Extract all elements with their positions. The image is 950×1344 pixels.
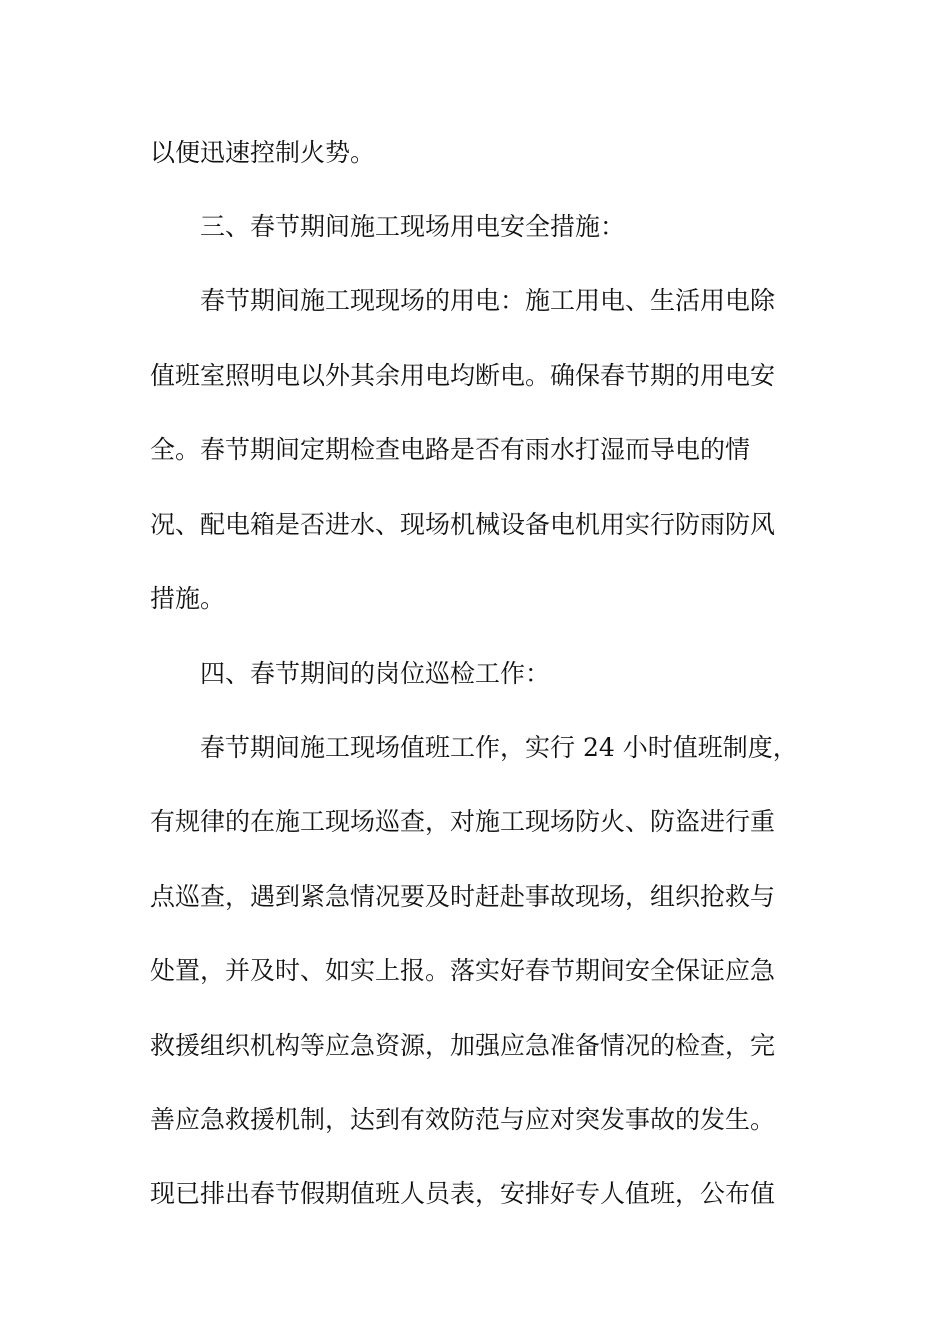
section-heading: 三、春节期间施工现场用电安全措施： [200,212,626,241]
text-line: 全。春节期间定期检查电路是否有雨水打湿而导电的情 [150,435,751,464]
text-line: 处置，并及时、如实上报。落实好春节期间安全保证应急 [150,956,776,985]
text-line: 善应急救援机制，达到有效防范与应对突发事故的发生。 [150,1105,776,1134]
text-line: 况、配电箱是否进水、现场机械设备电机用实行防雨防风 [150,510,776,539]
text-line: 有规律的在施工现场巡查，对施工现场防火、防盗进行重 [150,807,776,836]
text-line: 春节期间施工现现场的用电：施工用电、生活用电除 [200,286,776,315]
text-line: 春节期间施工现场值班工作，实行 24 小时值班制度， [200,733,798,762]
text-line: 救援组织机构等应急资源，加强应急准备情况的检查，完 [150,1031,776,1060]
section-heading: 四、春节期间的岗位巡检工作： [200,659,551,688]
text-line: 现已排出春节假期值班人员表，安排好专人值班，公布值 [150,1179,776,1208]
text-line: 点巡查，遇到紧急情况要及时赶赴事故现场，组织抢救与 [150,882,776,911]
text-line: 值班室照明电以外其余用电均断电。确保春节期的用电安 [150,361,776,390]
text-line: 以便迅速控制火势。 [150,138,376,167]
text-line: 措施。 [150,584,226,613]
